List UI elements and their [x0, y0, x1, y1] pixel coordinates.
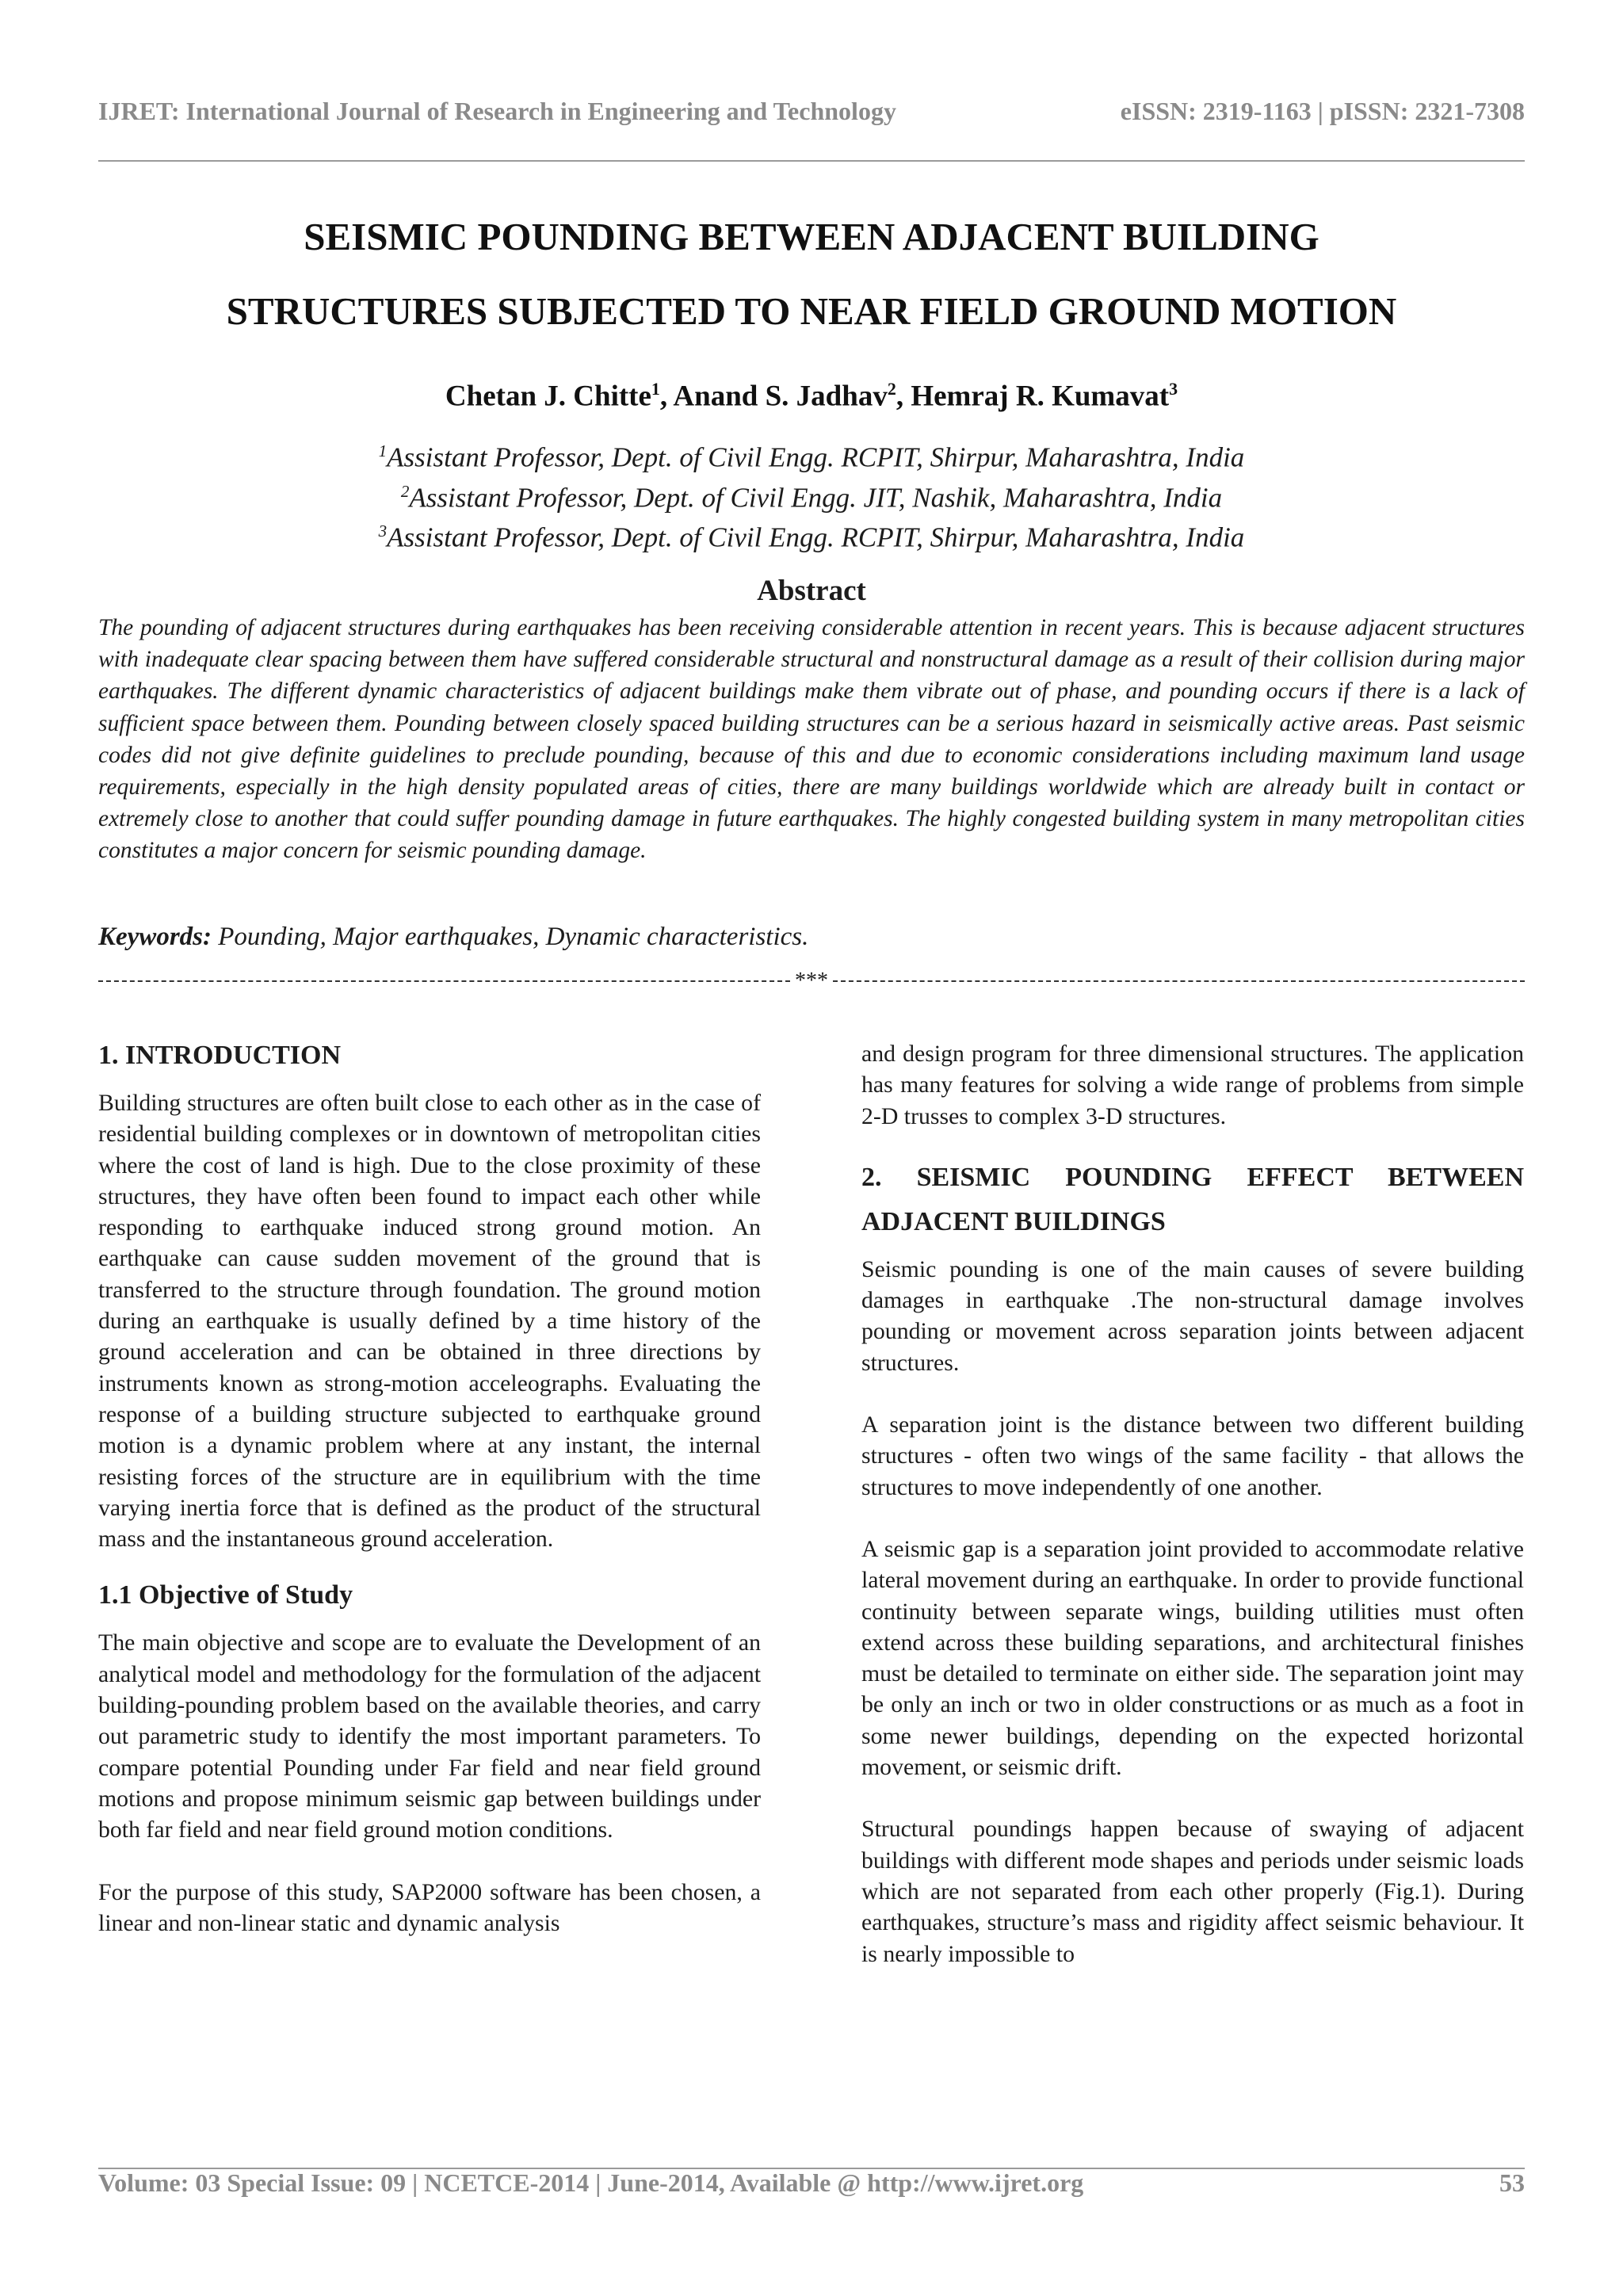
- paper-title: [98, 200, 1525, 349]
- heading-line-1: 2. SEISMIC POUNDING EFFECT BETWEEN: [861, 1162, 1524, 1192]
- header-rule: [98, 160, 1525, 162]
- affiliation-text: Assistant Professor, Dept. of Civil Engg. RCPIT, Shirpur, Maharashtra, India: [387, 441, 1245, 473]
- heading-line-2: ADJACENT BUILDINGS: [861, 1206, 1166, 1236]
- affiliation: [98, 434, 1525, 475]
- running-header: [98, 97, 1525, 126]
- affiliation: [98, 475, 1525, 515]
- affiliation-text: Assistant Professor, Dept. of Civil Engg. JIT, Nashik, Maharashtra, India: [409, 482, 1223, 514]
- section-separator: [98, 968, 1525, 994]
- author-sup: 1: [651, 379, 660, 399]
- author-sup: 3: [1169, 379, 1178, 399]
- dash-line-left: [98, 980, 790, 982]
- objective-paragraph: The main objective and scope are to evaluate the Development of an analytical model and methodology for the formulation of the adjacent building-pounding problem based on the available theories, and carry out parametric study to identify the most important parameters. To compare potential Pounding under Far field and near field ground motions and propose minimum seismic gap between buildings under both far field and near field ground motion conditions.: [98, 1629, 761, 1843]
- introduction-paragraph: Building structures are often built close to each other as in the case of residential building complexes or in downtown of metropolitan cities where the cost of land is high. Due to the close proximity of these structures, they have often been found to impact each other while responding to earthquake induced strong ground motion. An earthquake can cause sudden movement of the ground that is transferred to the structure through foundation. The ground motion during an earthquake is usually defined by a time history of the ground acceleration and can be obtained in three directions by instruments known as strong-motion acceleographs. Evaluating the response of a building structure subjected to earthquake ground motion is a dynamic problem where at any instant, the internal resisting forces of the structure are in equilibrium with the time varying inertia force that is defined as the product of the structural mass and the instantaneous ground acceleration.: [98, 1090, 761, 1553]
- seismic-paragraph-2: A separation joint is the distance between two different building structures - often two wings of the same facility - that allows the structures to move independently of one another.: [861, 1412, 1524, 1500]
- journal-name: IJRET: International Journal of Research in Engineering and Technology: [98, 97, 896, 125]
- author-name: Hemraj R. Kumavat: [911, 380, 1170, 413]
- affiliation: [98, 514, 1525, 555]
- section-heading-introduction: 1. INTRODUCTION: [98, 1041, 342, 1070]
- keywords-text: Pounding, Major earthquakes, Dynamic characteristics.: [218, 923, 809, 951]
- seismic-paragraph-1: Seismic pounding is one of the main causes of severe building damages in earthquake .The non-structural damage involves pounding or movement across separation joints between adjacent structures.: [861, 1255, 1524, 1376]
- affiliation-text: Assistant Professor, Dept. of Civil Engg. RCPIT, Shirpur, Maharashtra, India: [387, 521, 1245, 553]
- author-name: Anand S. Jadhav: [673, 380, 888, 413]
- title-line-1: SEISMIC POUNDING BETWEEN ADJACENT BUILDING: [304, 215, 1319, 258]
- issn-info: eISSN: 2319-1163 | pISSN: 2321-7308: [1120, 97, 1525, 125]
- separator-stars: ***: [795, 968, 828, 993]
- section-heading-objective: 1.1 Objective of Study: [98, 1580, 353, 1610]
- abstract-heading: Abstract: [757, 575, 866, 607]
- abstract-body: The pounding of adjacent structures during earthquakes has been receiving considerable attention in recent years. This is because adjacent structures with inadequate clear spacing between them have suffered considerable structural and nonstructural damage as a result of their collision during major earthquakes. The different dynamic characteristics of adjacent buildings make them vibrate out of phase, and pounding occurs if there is a lack of sufficient space between them. Pounding between closely spaced building structures can be a serious hazard in seismically active areas. Past seismic codes did not give definite guidelines to preclude pounding, because of this and due to economic considerations including maximum land usage requirements, especially in the high density populated areas of cities, there are many buildings worldwide which are already built in contact or extremely close to another that could suffer pounding damage in future earthquakes. The highly congested building system in many metropolitan cities constitutes a major concern for seismic pounding damage.: [98, 615, 1525, 864]
- footer-volume-info: Volume: 03 Special Issue: 09 | NCETCE-2014 | June-2014, Available @ http://www.ijret.org: [98, 2168, 1084, 2197]
- keywords: [98, 923, 1525, 952]
- section-heading-seismic-pounding: [861, 1156, 1524, 1244]
- running-footer: [98, 2168, 1525, 2198]
- left-column: [98, 1038, 761, 1939]
- page-number: 53: [1499, 2168, 1525, 2197]
- author-sup: 2: [887, 379, 896, 399]
- objective-paragraph-2: For the purpose of this study, SAP2000 software has been chosen, a linear and non-linear static and dynamic analysis: [98, 1878, 761, 1936]
- seismic-paragraph-4: Structural poundings happen because of swaying of adjacent buildings with different mode shapes and periods under seismic loads which are not separated from each other properly (Fig.1). During earthquakes, structure’s mass and rigidity affect seismic behaviour. It is nearly impossible to: [861, 1816, 1524, 1967]
- author-name: Chetan J. Chitte: [445, 380, 651, 413]
- keywords-label: Keywords:: [98, 923, 212, 951]
- continuation-paragraph: and design program for three dimensional structures. The application has many features for solving a wide range of problems from simple 2-D trusses to complex 3-D structures.: [861, 1041, 1524, 1129]
- title-line-2: STRUCTURES SUBJECTED TO NEAR FIELD GROUND MOTION: [226, 289, 1397, 333]
- seismic-paragraph-3: A seismic gap is a separation joint provided to accommodate relative lateral movement during an earthquake. In order to provide functional continuity between separate wings, building utilities must often extend across these building separations, and architectural finishes must be detailed to terminate on either side. The separation joint may be only an inch or two in older constructions or as much as a foot in some newer buildings, depending on the expected horizontal movement, or seismic drift.: [861, 1535, 1524, 1781]
- affiliation-sup: 3: [378, 521, 388, 541]
- author-list: Chetan J. Chitte$^1$, Anand S. Jadhav$^2$, Hemraj R. Kumavat$^3$: [445, 379, 1178, 413]
- affiliation-sup: 1: [378, 441, 388, 460]
- right-column: [861, 1038, 1524, 1969]
- dash-line-right: [833, 980, 1525, 982]
- affiliation-sup: 2: [400, 481, 410, 501]
- affiliation-list: [98, 434, 1525, 555]
